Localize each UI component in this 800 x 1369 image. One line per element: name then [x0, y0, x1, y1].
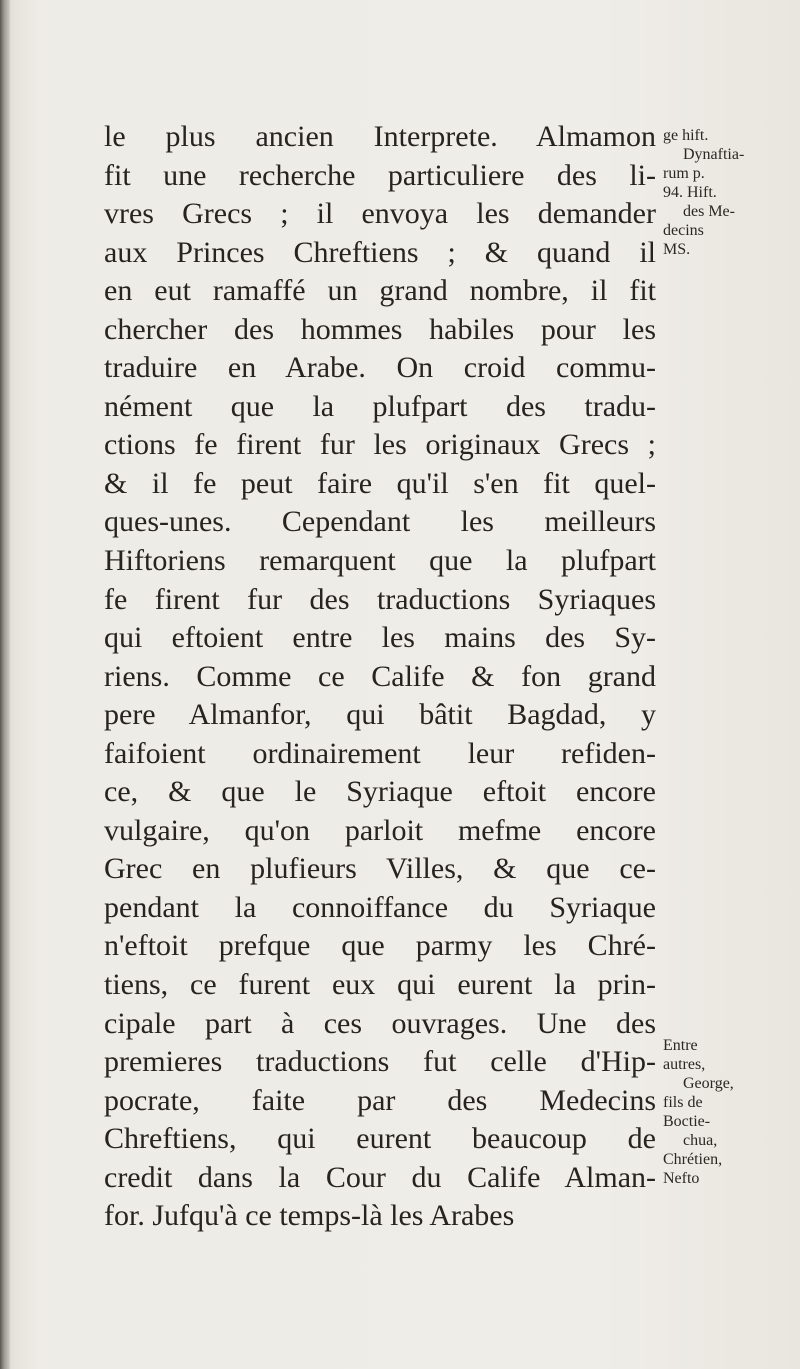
margin-note-line: autres, — [663, 1056, 706, 1073]
margin-note-line: fils de — [663, 1094, 703, 1111]
text-line-14: qui eftoient entre les mains des Sy- — [104, 621, 656, 655]
margin-note-aside — [663, 1036, 773, 1188]
margin-note-line: chua, — [683, 1132, 718, 1149]
margin-note-line: Nefto — [663, 1170, 700, 1187]
text-line-2: fit une recherche particuliere des li- — [104, 158, 656, 192]
text-line-11: ques-unes. Cependant les meilleurs — [104, 505, 656, 539]
text-line-1: le plus ancien Interprete. Almamon — [104, 120, 656, 153]
text-line-13: fe firent fur des traductions Syriaques — [104, 582, 656, 616]
text-line-20: Grec en plufieurs Villes, & que ce- — [104, 852, 656, 886]
margin-note-line: des Me- — [683, 203, 735, 220]
margin-note-line: rum p. — [663, 165, 705, 182]
text-line-28: credit dans la Cour du Calife Alman- — [104, 1160, 656, 1194]
text-line-6: chercher des hommes habiles pour les — [104, 312, 656, 346]
margin-note-line: Dynaftia- — [683, 146, 745, 163]
margin-note-line: Chrétien, — [663, 1151, 723, 1168]
text-line-12: Hiftoriens remarquent que la plufpart — [104, 544, 656, 578]
text-line-8: nément que la plufpart des tradu- — [104, 389, 656, 423]
text-line-4: aux Princes Chreftiens ; & quand il — [104, 235, 656, 269]
text-line-3: vres Grecs ; il envoya les demander — [104, 197, 656, 231]
margin-note-reference — [663, 126, 773, 259]
text-line-15: riens. Comme ce Calife & fon grand — [104, 659, 656, 693]
text-line-29: for. Jufqu'à ce temps-là les Arabes — [104, 1199, 515, 1233]
text-line-22: n'eftoit prefque que parmy les Chré- — [104, 929, 656, 963]
main-text-block — [104, 118, 656, 1236]
text-line-10: & il fe peut faire qu'il s'en fit quel- — [104, 466, 656, 500]
margin-note-line: George, — [683, 1075, 734, 1092]
margin-note-line: Entre — [663, 1037, 698, 1054]
text-line-26: pocrate, faite par des Medecins — [104, 1083, 656, 1117]
text-line-27: Chreftiens, qui eurent beaucoup de — [104, 1122, 656, 1156]
text-line-7: traduire en Arabe. On croid commu- — [104, 351, 656, 385]
margin-note-line: MS. — [663, 241, 691, 258]
text-line-16: pere Almanfor, qui bâtit Bagdad, y — [104, 698, 656, 732]
margin-note-line: ge hift. — [663, 127, 709, 144]
margin-note-line: Boctie- — [663, 1113, 711, 1130]
margin-note-line: decins — [663, 222, 704, 239]
text-line-5: en eut ramaffé un grand nombre, il fit — [104, 274, 656, 308]
text-line-19: vulgaire, qu'on parloit mefme encore — [104, 813, 656, 847]
text-line-23: tiens, ce furent eux qui eurent la prin- — [104, 968, 656, 1002]
text-line-24: cipale part à ces ouvrages. Une des — [104, 1006, 656, 1040]
text-line-25: premieres traductions fut celle d'Hip- — [104, 1045, 656, 1079]
text-line-18: ce, & que le Syriaque eftoit encore — [104, 775, 656, 809]
book-gutter — [0, 0, 10, 1369]
text-line-17: faifoient ordinairement leur refiden- — [104, 736, 656, 770]
margin-note-line: 94. Hift. — [663, 184, 717, 201]
text-line-9: ctions fe firent fur les originaux Grecs ; — [104, 428, 656, 462]
text-line-21: pendant la connoiffance du Syriaque — [104, 890, 656, 924]
